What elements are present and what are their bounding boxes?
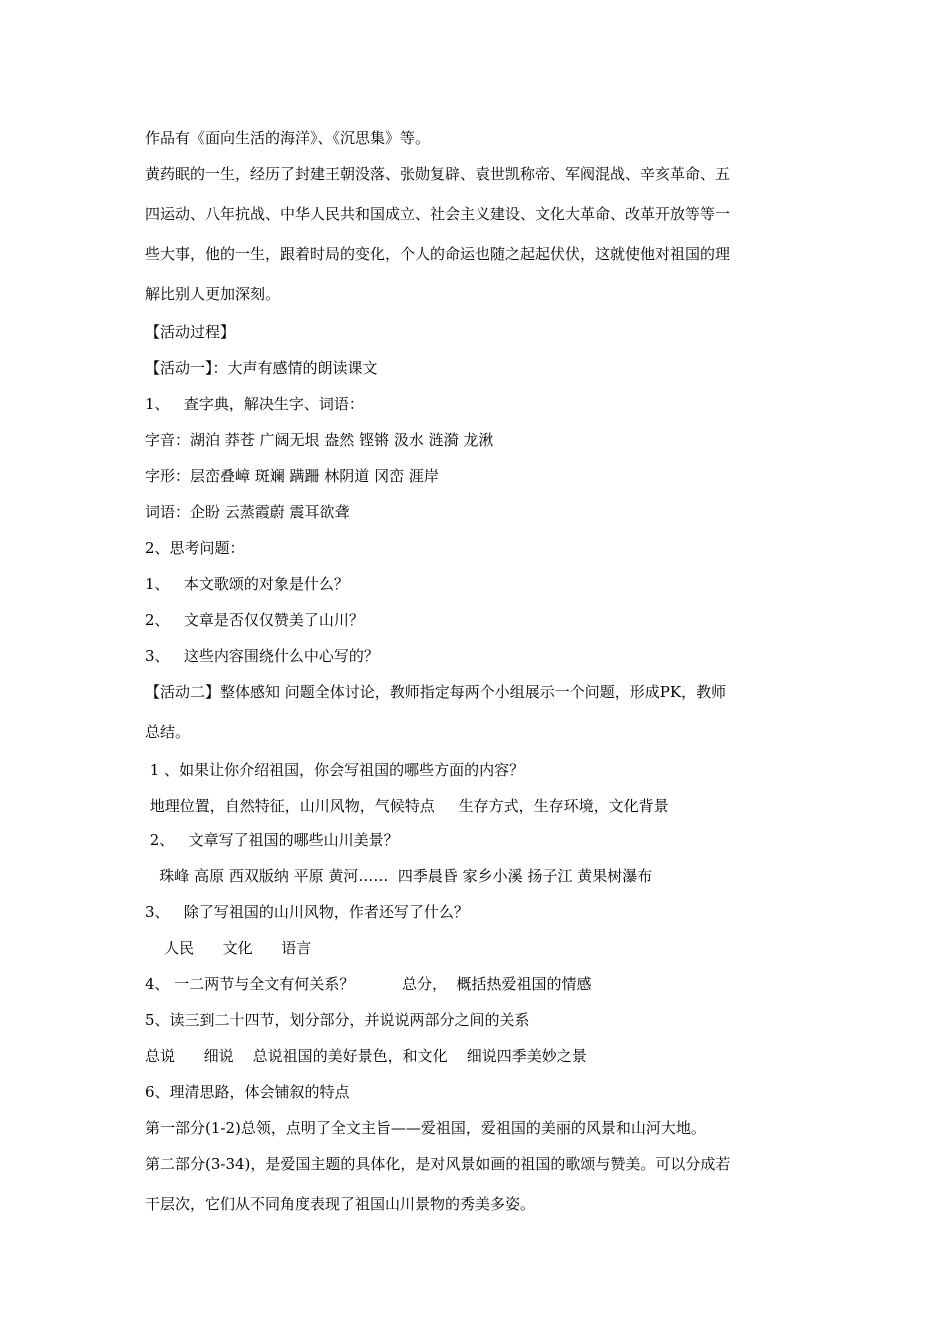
text-line: 4、 一二两节与全文有何关系？ 总分， 概括热爱祖国的情感 (145, 975, 592, 993)
text-line: 2、思考问题： (145, 539, 245, 557)
text-line: 1、 查字典，解决生字、词语： (145, 395, 364, 413)
text-line: 第二部分(3-34)，是爱国主题的具体化，是对风景如画的祖国的歌颂与赞美。可以分成若 (145, 1155, 731, 1173)
text-line: 珠峰 高原 西双版纳 平原 黄河…… 四季晨昏 家乡小溪 扬子江 黄果树瀑布 (145, 867, 653, 885)
text-line: 5、读三到二十四节，划分部分，并说说两部分之间的关系 (145, 1011, 530, 1029)
text-line: 黄药眠的一生，经历了封建王朝没落、张勋复辟、袁世凯称帝、军阀混战、辛亥革命、五 (145, 165, 731, 183)
text-line: 人民 文化 语言 (145, 939, 312, 957)
text-line: 2、 文章写了祖国的哪些山川美景？ (145, 831, 399, 849)
text-line: 总结。 (145, 723, 191, 741)
text-line: 3、 这些内容围绕什么中心写的？ (145, 647, 379, 665)
text-line: 1、 本文歌颂的对象是什么？ (145, 575, 349, 593)
text-line: 6、理清思路，体会铺叙的特点 (145, 1083, 350, 1101)
activity-heading: 【活动一】：大声有感情的朗读课文 (145, 359, 378, 377)
text-line: 作品有《面向生活的海洋》、《沉思集》等。 (145, 129, 431, 147)
text-line: 3、 除了写祖国的山川风物，作者还写了什么？ (145, 903, 469, 921)
text-line: 些大事，他的一生，跟着时局的变化，个人的命运也随之起起伏伏，这就使他对祖国的理 (145, 245, 731, 263)
text-line: 字形：层峦叠嶂 斑斓 蹒跚 林阴道 冈峦 涯岸 (145, 467, 439, 485)
text-line: 词语：企盼 云蒸霞蔚 震耳欲聋 (145, 503, 350, 521)
text-line: 第一部分(1-2)总领，点明了全文主旨——爱祖国，爱祖国的美丽的风景和山河大地。 (145, 1119, 706, 1137)
text-line: 总说 细说 总说祖国的美好景色，和文化 细说四季美妙之景 (145, 1047, 587, 1065)
text-line: 字音：湖泊 莽苍 广阔无垠 盎然 铿锵 汲水 涟漪 龙湫 (145, 431, 494, 449)
text-line: 1 、如果让你介绍祖国，你会写祖国的哪些方面的内容？ (145, 761, 525, 779)
text-line: 2、 文章是否仅仅赞美了山川？ (145, 611, 364, 629)
text-line: 干层次，它们从不同角度表现了祖国山川景物的秀美多姿。 (145, 1195, 536, 1213)
activity-heading: 【活动二】整体感知 问题全体讨论，教师指定每两个小组展示一个问题，形成PK，教师 (145, 683, 727, 701)
text-line: 四运动、八年抗战、中华人民共和国成立、社会主义建设、文化大革命、改革开放等等一 (145, 205, 731, 223)
text-line: 地理位置，自然特征，山川风物，气候特点 生存方式，生存环境，文化背景 (145, 797, 669, 815)
section-heading: 【活动过程】 (145, 323, 236, 341)
text-line: 解比别人更加深刻。 (145, 285, 281, 303)
